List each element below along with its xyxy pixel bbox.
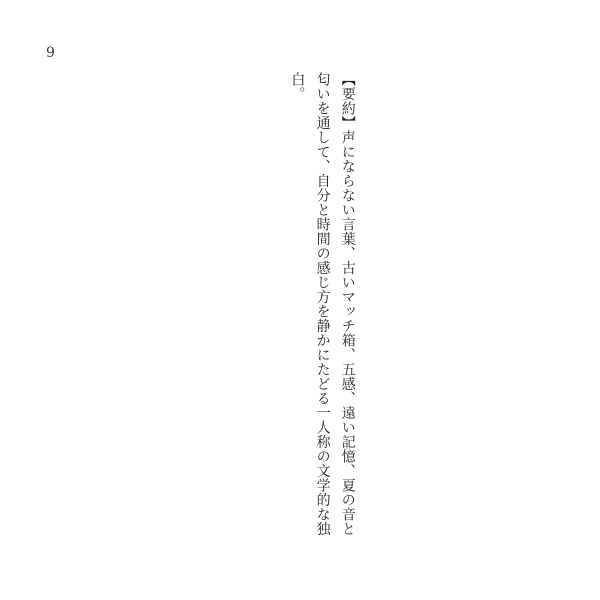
page-number: 9 <box>46 45 55 61</box>
content-summary: 【要約】声にならない言葉、古いマッチ箱、五感、遠い記憶、夏の音と匂いを通して、自分と時間の感じ方を静かにたどる一人称の文学的な独白。 <box>289 72 356 536</box>
page-text-area <box>84 72 560 542</box>
